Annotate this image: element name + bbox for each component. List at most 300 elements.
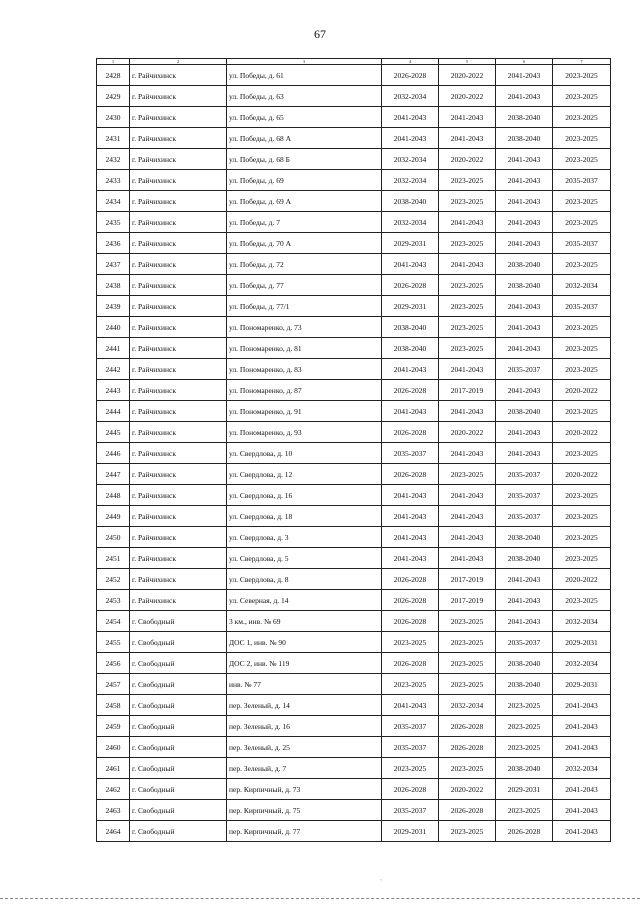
period-cell: 2023-2025 <box>553 86 611 107</box>
period-cell: 2020-2022 <box>553 422 611 443</box>
table-row <box>97 548 611 569</box>
period-cell: 2038-2040 <box>496 653 553 674</box>
settlement-cell: г. Райчихинск <box>130 170 227 191</box>
period-cell: 2023-2025 <box>439 674 496 695</box>
row-number-cell: 2445 <box>97 422 130 443</box>
period-cell: 2026-2028 <box>382 590 439 611</box>
table-row <box>97 506 611 527</box>
table-row <box>97 128 611 149</box>
address-cell: ул. Свердлова, д. 18 <box>227 506 382 527</box>
row-number-cell: 2439 <box>97 296 130 317</box>
row-number-cell: 2454 <box>97 611 130 632</box>
row-number-cell: 2430 <box>97 107 130 128</box>
period-cell: 2041-2043 <box>496 233 553 254</box>
address-cell: ул. Победы, д. 77/1 <box>227 296 382 317</box>
table-row <box>97 695 611 716</box>
settlement-cell: г. Райчихинск <box>130 191 227 212</box>
period-cell: 2023-2025 <box>439 191 496 212</box>
period-cell: 2029-2031 <box>382 296 439 317</box>
settlement-cell: г. Райчихинск <box>130 149 227 170</box>
period-cell: 2035-2037 <box>496 485 553 506</box>
period-cell: 2041-2043 <box>496 191 553 212</box>
period-cell: 2023-2025 <box>382 632 439 653</box>
period-cell: 2023-2025 <box>439 653 496 674</box>
period-cell: 2020-2022 <box>553 380 611 401</box>
period-cell: 2026-2028 <box>382 380 439 401</box>
settlement-cell: г. Райчихинск <box>130 506 227 527</box>
period-cell: 2020-2022 <box>439 422 496 443</box>
header-cell: 4 <box>382 59 439 65</box>
header-cell: 7 <box>553 59 611 65</box>
period-cell: 2026-2028 <box>382 569 439 590</box>
period-cell: 2041-2043 <box>553 821 611 842</box>
table-row <box>97 779 611 800</box>
address-cell: ул. Победы, д. 61 <box>227 65 382 86</box>
table-row <box>97 464 611 485</box>
period-cell: 2041-2043 <box>439 254 496 275</box>
period-cell: 2035-2037 <box>496 464 553 485</box>
period-cell: 2041-2043 <box>439 443 496 464</box>
scan-mark: ` <box>380 880 382 886</box>
table-row <box>97 275 611 296</box>
address-cell: ул. Победы, д. 69 А <box>227 191 382 212</box>
period-cell: 2023-2025 <box>439 821 496 842</box>
address-cell: ул. Пономаренко, д. 91 <box>227 401 382 422</box>
settlement-cell: г. Райчихинск <box>130 590 227 611</box>
settlement-cell: г. Райчихинск <box>130 296 227 317</box>
settlement-cell: г. Свободный <box>130 758 227 779</box>
row-number-cell: 2458 <box>97 695 130 716</box>
table-row <box>97 632 611 653</box>
period-cell: 2041-2043 <box>382 254 439 275</box>
period-cell: 2035-2037 <box>382 443 439 464</box>
period-cell: 2041-2043 <box>496 65 553 86</box>
period-cell: 2032-2034 <box>439 695 496 716</box>
period-cell: 2023-2025 <box>439 233 496 254</box>
period-cell: 2041-2043 <box>496 149 553 170</box>
row-number-cell: 2464 <box>97 821 130 842</box>
period-cell: 2020-2022 <box>439 149 496 170</box>
address-cell: ул. Свердлова, д. 10 <box>227 443 382 464</box>
period-cell: 2041-2043 <box>439 107 496 128</box>
period-cell: 2023-2025 <box>382 674 439 695</box>
period-cell: 2029-2031 <box>553 674 611 695</box>
row-number-cell: 2443 <box>97 380 130 401</box>
period-cell: 2023-2025 <box>553 65 611 86</box>
settlement-cell: г. Райчихинск <box>130 86 227 107</box>
period-cell: 2029-2031 <box>496 779 553 800</box>
period-cell: 2029-2031 <box>382 821 439 842</box>
period-cell: 2041-2043 <box>439 359 496 380</box>
period-cell: 2041-2043 <box>496 170 553 191</box>
table-row <box>97 65 611 86</box>
table-row <box>97 611 611 632</box>
address-cell: ул. Победы, д. 68 А <box>227 128 382 149</box>
period-cell: 2041-2043 <box>496 443 553 464</box>
period-cell: 2041-2043 <box>439 401 496 422</box>
address-cell: ул. Пономаренко, д. 83 <box>227 359 382 380</box>
table-row <box>97 527 611 548</box>
address-cell: ул. Победы, д. 69 <box>227 170 382 191</box>
settlement-cell: г. Райчихинск <box>130 254 227 275</box>
period-cell: 2032-2034 <box>382 212 439 233</box>
period-cell: 2038-2040 <box>496 128 553 149</box>
table-row <box>97 212 611 233</box>
period-cell: 2023-2025 <box>553 338 611 359</box>
period-cell: 2041-2043 <box>496 380 553 401</box>
period-cell: 2023-2025 <box>553 359 611 380</box>
address-cell: ул. Свердлова, д. 16 <box>227 485 382 506</box>
period-cell: 2023-2025 <box>496 695 553 716</box>
period-cell: 2026-2028 <box>496 821 553 842</box>
period-cell: 2023-2025 <box>553 317 611 338</box>
header-cell: 3 <box>227 59 382 65</box>
period-cell: 2032-2034 <box>553 275 611 296</box>
period-cell: 2023-2025 <box>439 611 496 632</box>
address-cell: ул. Победы, д. 70 А <box>227 233 382 254</box>
period-cell: 2032-2034 <box>553 758 611 779</box>
row-number-cell: 2429 <box>97 86 130 107</box>
period-cell: 2029-2031 <box>553 632 611 653</box>
period-cell: 2038-2040 <box>496 401 553 422</box>
row-number-cell: 2452 <box>97 569 130 590</box>
period-cell: 2023-2025 <box>496 737 553 758</box>
period-cell: 2041-2043 <box>382 695 439 716</box>
period-cell: 2026-2028 <box>439 800 496 821</box>
period-cell: 2041-2043 <box>496 422 553 443</box>
settlement-cell: г. Райчихинск <box>130 443 227 464</box>
period-cell: 2038-2040 <box>496 275 553 296</box>
address-cell: пер. Кирпичный, д. 77 <box>227 821 382 842</box>
period-cell: 2023-2025 <box>439 338 496 359</box>
period-cell: 2026-2028 <box>382 464 439 485</box>
settlement-cell: г. Свободный <box>130 632 227 653</box>
row-number-cell: 2447 <box>97 464 130 485</box>
settlement-cell: г. Свободный <box>130 821 227 842</box>
period-cell: 2026-2028 <box>382 611 439 632</box>
period-cell: 2020-2022 <box>439 65 496 86</box>
row-number-cell: 2438 <box>97 275 130 296</box>
settlement-cell: г. Свободный <box>130 716 227 737</box>
table-row <box>97 380 611 401</box>
row-number-cell: 2428 <box>97 65 130 86</box>
table-row <box>97 338 611 359</box>
period-cell: 2017-2019 <box>439 380 496 401</box>
row-number-cell: 2448 <box>97 485 130 506</box>
header-cell: 1 <box>97 59 130 65</box>
period-cell: 2041-2043 <box>439 548 496 569</box>
settlement-cell: г. Райчихинск <box>130 359 227 380</box>
period-cell: 2041-2043 <box>439 485 496 506</box>
period-cell: 2032-2034 <box>382 149 439 170</box>
period-cell: 2041-2043 <box>382 128 439 149</box>
address-cell: ул. Северная, д. 14 <box>227 590 382 611</box>
period-cell: 2041-2043 <box>496 317 553 338</box>
period-cell: 2032-2034 <box>553 611 611 632</box>
period-cell: 2023-2025 <box>553 401 611 422</box>
period-cell: 2035-2037 <box>496 632 553 653</box>
settlement-cell: г. Райчихинск <box>130 485 227 506</box>
period-cell: 2032-2034 <box>382 170 439 191</box>
settlement-cell: г. Райчихинск <box>130 275 227 296</box>
period-cell: 2029-2031 <box>382 233 439 254</box>
header-cell: 6 <box>496 59 553 65</box>
address-cell: ул. Свердлова, д. 3 <box>227 527 382 548</box>
settlement-cell: г. Райчихинск <box>130 107 227 128</box>
period-cell: 2038-2040 <box>496 254 553 275</box>
period-cell: 2023-2025 <box>553 191 611 212</box>
settlement-cell: г. Райчихинск <box>130 380 227 401</box>
row-number-cell: 2446 <box>97 443 130 464</box>
address-cell: ул. Победы, д. 7 <box>227 212 382 233</box>
period-cell: 2038-2040 <box>496 758 553 779</box>
table-row <box>97 590 611 611</box>
period-cell: 2020-2022 <box>553 464 611 485</box>
table-row <box>97 737 611 758</box>
period-cell: 2023-2025 <box>439 170 496 191</box>
period-cell: 2041-2043 <box>496 338 553 359</box>
table-row <box>97 233 611 254</box>
period-cell: 2035-2037 <box>382 737 439 758</box>
period-cell: 2023-2025 <box>439 317 496 338</box>
row-number-cell: 2435 <box>97 212 130 233</box>
settlement-cell: г. Райчихинск <box>130 569 227 590</box>
period-cell: 2041-2043 <box>382 485 439 506</box>
address-cell: ул. Победы, д. 63 <box>227 86 382 107</box>
address-cell: ул. Пономаренко, д. 87 <box>227 380 382 401</box>
period-cell: 2023-2025 <box>439 296 496 317</box>
row-number-cell: 2441 <box>97 338 130 359</box>
period-cell: 2023-2025 <box>439 464 496 485</box>
period-cell: 2023-2025 <box>553 128 611 149</box>
row-number-cell: 2432 <box>97 149 130 170</box>
row-number-cell: 2434 <box>97 191 130 212</box>
page-edge-line <box>0 898 640 899</box>
register-table <box>96 58 611 842</box>
period-cell: 2026-2028 <box>382 422 439 443</box>
row-number-cell: 2457 <box>97 674 130 695</box>
period-cell: 2017-2019 <box>439 590 496 611</box>
period-cell: 2032-2034 <box>382 86 439 107</box>
period-cell: 2032-2034 <box>553 653 611 674</box>
address-cell: ул. Победы, д. 65 <box>227 107 382 128</box>
address-cell: пер. Зеленый, д. 14 <box>227 695 382 716</box>
address-cell: ул. Победы, д. 68 Б <box>227 149 382 170</box>
settlement-cell: г. Райчихинск <box>130 464 227 485</box>
address-cell: пер. Кирпичный, д. 73 <box>227 779 382 800</box>
period-cell: 2041-2043 <box>496 590 553 611</box>
period-cell: 2026-2028 <box>382 653 439 674</box>
settlement-cell: г. Райчихинск <box>130 233 227 254</box>
header-cell: 5 <box>439 59 496 65</box>
settlement-cell: г. Свободный <box>130 674 227 695</box>
period-cell: 2041-2043 <box>496 611 553 632</box>
address-cell: пер. Зеленый, д. 7 <box>227 758 382 779</box>
address-cell: ул. Победы, д. 77 <box>227 275 382 296</box>
period-cell: 2041-2043 <box>382 401 439 422</box>
period-cell: 2041-2043 <box>496 86 553 107</box>
address-cell: ул. Победы, д. 72 <box>227 254 382 275</box>
period-cell: 2041-2043 <box>439 128 496 149</box>
table-row <box>97 401 611 422</box>
period-cell: 2041-2043 <box>382 107 439 128</box>
period-cell: 2041-2043 <box>496 212 553 233</box>
row-number-cell: 2456 <box>97 653 130 674</box>
settlement-cell: г. Райчихинск <box>130 548 227 569</box>
header-cell: 2 <box>130 59 227 65</box>
period-cell: 2041-2043 <box>553 800 611 821</box>
table-row <box>97 422 611 443</box>
settlement-cell: г. Райчихинск <box>130 422 227 443</box>
table-row <box>97 86 611 107</box>
table-row <box>97 107 611 128</box>
settlement-cell: г. Райчихинск <box>130 317 227 338</box>
period-cell: 2020-2022 <box>439 779 496 800</box>
row-number-cell: 2455 <box>97 632 130 653</box>
period-cell: 2041-2043 <box>439 212 496 233</box>
address-cell: инв. № 77 <box>227 674 382 695</box>
period-cell: 2035-2037 <box>382 716 439 737</box>
period-cell: 2038-2040 <box>382 191 439 212</box>
settlement-cell: г. Райчихинск <box>130 338 227 359</box>
address-cell: ул. Свердлова, д. 8 <box>227 569 382 590</box>
period-cell: 2023-2025 <box>553 590 611 611</box>
period-cell: 2038-2040 <box>496 527 553 548</box>
period-cell: 2038-2040 <box>496 107 553 128</box>
period-cell: 2026-2028 <box>382 65 439 86</box>
settlement-cell: г. Свободный <box>130 653 227 674</box>
address-cell: ул. Пономаренко, д. 93 <box>227 422 382 443</box>
row-number-cell: 2449 <box>97 506 130 527</box>
period-cell: 2023-2025 <box>496 800 553 821</box>
settlement-cell: г. Свободный <box>130 779 227 800</box>
period-cell: 2041-2043 <box>439 506 496 527</box>
row-number-cell: 2463 <box>97 800 130 821</box>
period-cell: 2023-2025 <box>553 485 611 506</box>
period-cell: 2026-2028 <box>382 779 439 800</box>
table-row <box>97 359 611 380</box>
address-cell: ул. Пономаренко, д. 81 <box>227 338 382 359</box>
period-cell: 2020-2022 <box>439 86 496 107</box>
period-cell: 2038-2040 <box>496 674 553 695</box>
settlement-cell: г. Райчихинск <box>130 527 227 548</box>
period-cell: 2023-2025 <box>553 443 611 464</box>
settlement-cell: г. Райчихинск <box>130 401 227 422</box>
period-cell: 2023-2025 <box>439 275 496 296</box>
table-row <box>97 296 611 317</box>
settlement-cell: г. Свободный <box>130 800 227 821</box>
period-cell: 2041-2043 <box>553 737 611 758</box>
address-cell: пер. Кирпичный, д. 75 <box>227 800 382 821</box>
period-cell: 2035-2037 <box>496 506 553 527</box>
table-row <box>97 170 611 191</box>
period-cell: 2023-2025 <box>439 632 496 653</box>
settlement-cell: г. Райчихинск <box>130 65 227 86</box>
row-number-cell: 2431 <box>97 128 130 149</box>
period-cell: 2041-2043 <box>553 716 611 737</box>
table-row <box>97 149 611 170</box>
period-cell: 2026-2028 <box>439 716 496 737</box>
table-row <box>97 653 611 674</box>
table-row <box>97 485 611 506</box>
row-number-cell: 2442 <box>97 359 130 380</box>
period-cell: 2023-2025 <box>553 548 611 569</box>
period-cell: 2023-2025 <box>382 758 439 779</box>
period-cell: 2041-2043 <box>382 506 439 527</box>
table-row <box>97 254 611 275</box>
period-cell: 2023-2025 <box>553 527 611 548</box>
period-cell: 2023-2025 <box>439 758 496 779</box>
period-cell: 2041-2043 <box>439 527 496 548</box>
settlement-cell: г. Свободный <box>130 695 227 716</box>
settlement-cell: г. Свободный <box>130 611 227 632</box>
row-number-cell: 2461 <box>97 758 130 779</box>
row-number-cell: 2459 <box>97 716 130 737</box>
period-cell: 2035-2037 <box>496 359 553 380</box>
period-cell: 2041-2043 <box>382 548 439 569</box>
period-cell: 2041-2043 <box>496 296 553 317</box>
row-number-cell: 2440 <box>97 317 130 338</box>
period-cell: 2023-2025 <box>496 716 553 737</box>
row-number-cell: 2451 <box>97 548 130 569</box>
period-cell: 2026-2028 <box>439 737 496 758</box>
settlement-cell: г. Райчихинск <box>130 128 227 149</box>
table-row <box>97 317 611 338</box>
table-row <box>97 569 611 590</box>
period-cell: 2023-2025 <box>553 107 611 128</box>
settlement-cell: г. Свободный <box>130 737 227 758</box>
period-cell: 2023-2025 <box>553 212 611 233</box>
address-cell: ДОС 2, инв. № 119 <box>227 653 382 674</box>
row-number-cell: 2450 <box>97 527 130 548</box>
row-number-cell: 2436 <box>97 233 130 254</box>
period-cell: 2023-2025 <box>553 254 611 275</box>
period-cell: 2017-2019 <box>439 569 496 590</box>
row-number-cell: 2433 <box>97 170 130 191</box>
period-cell: 2041-2043 <box>496 569 553 590</box>
period-cell: 2038-2040 <box>382 338 439 359</box>
period-cell: 2020-2022 <box>553 569 611 590</box>
period-cell: 2041-2043 <box>553 695 611 716</box>
table-row <box>97 191 611 212</box>
period-cell: 2038-2040 <box>496 548 553 569</box>
row-number-cell: 2453 <box>97 590 130 611</box>
row-number-cell: 2444 <box>97 401 130 422</box>
table-row <box>97 674 611 695</box>
address-cell: пер. Зеленый, д. 16 <box>227 716 382 737</box>
period-cell: 2035-2037 <box>553 170 611 191</box>
period-cell: 2041-2043 <box>553 779 611 800</box>
address-cell: ул. Свердлова, д. 5 <box>227 548 382 569</box>
period-cell: 2023-2025 <box>553 506 611 527</box>
table-row <box>97 443 611 464</box>
period-cell: 2035-2037 <box>553 296 611 317</box>
address-cell: 3 км., инв. № 69 <box>227 611 382 632</box>
settlement-cell: г. Райчихинск <box>130 212 227 233</box>
period-cell: 2035-2037 <box>382 800 439 821</box>
period-cell: 2026-2028 <box>382 275 439 296</box>
row-number-cell: 2462 <box>97 779 130 800</box>
address-cell: ДОС 1, инв. № 90 <box>227 632 382 653</box>
page-number: 67 <box>314 27 326 41</box>
table-row <box>97 800 611 821</box>
table-row <box>97 758 611 779</box>
address-cell: ул. Свердлова, д. 12 <box>227 464 382 485</box>
row-number-cell: 2437 <box>97 254 130 275</box>
table-row <box>97 821 611 842</box>
address-cell: пер. Зеленый, д. 25 <box>227 737 382 758</box>
row-number-cell: 2460 <box>97 737 130 758</box>
